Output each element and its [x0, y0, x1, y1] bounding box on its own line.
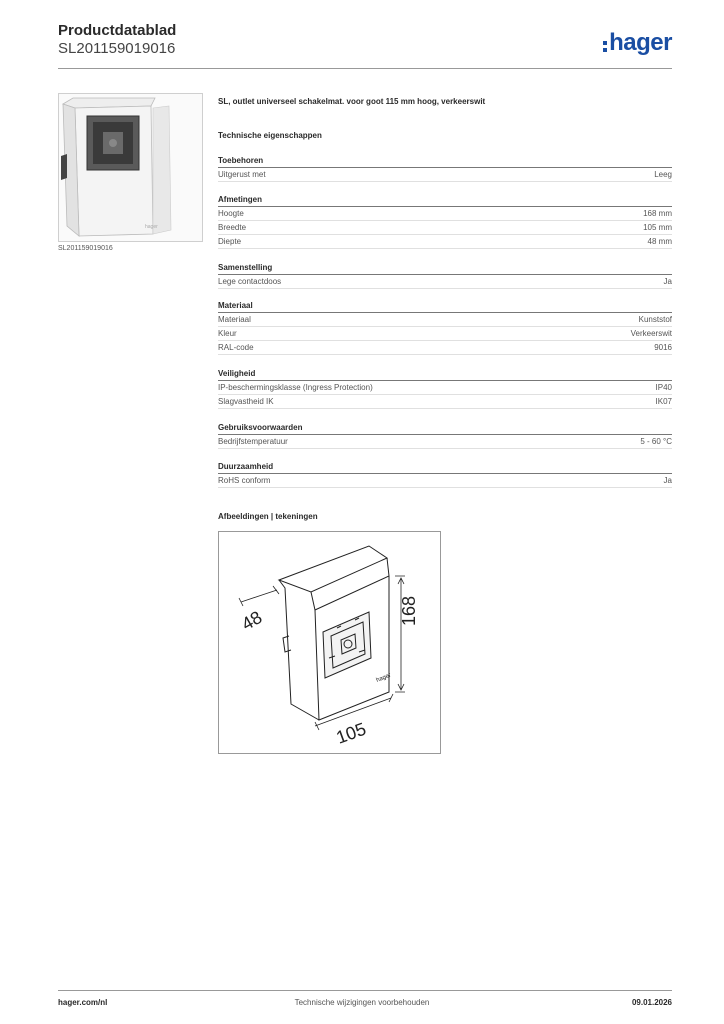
drawings-heading: Afbeeldingen | tekeningen	[218, 512, 318, 521]
spec-label: RoHS conform	[218, 476, 271, 485]
spec-row	[218, 275, 672, 289]
spec-row	[218, 313, 672, 327]
spec-row	[218, 474, 672, 488]
outlet-box-image	[59, 94, 202, 241]
spec-value: 105 mm	[643, 223, 672, 232]
dim-depth-label: 48	[238, 607, 266, 635]
dim-width-label: 105	[333, 718, 369, 748]
footer-note: Technische wijzigingen voorbehouden	[294, 998, 430, 1007]
spec-section-afmetingen	[218, 193, 672, 249]
spec-row	[218, 207, 672, 221]
dimension-drawing	[219, 532, 440, 753]
logo-dots-icon	[603, 41, 607, 52]
spec-label: Bedrijfstemperatuur	[218, 437, 288, 446]
footer-divider	[58, 990, 672, 991]
section-title: Afmetingen	[218, 193, 672, 207]
spec-row	[218, 221, 672, 235]
spec-row	[218, 168, 672, 182]
product-description: SL, outlet universeel schakelmat. voor goot 115 mm hoog, verkeerswit	[218, 97, 486, 106]
spec-section-samenstelling	[218, 261, 672, 289]
photo-caption: SL201159019016	[58, 245, 113, 252]
product-photo	[58, 93, 203, 242]
section-title: Gebruiksvoorwaarden	[218, 421, 672, 435]
spec-value: 5 - 60 °C	[640, 437, 672, 446]
section-title: Duurzaamheid	[218, 460, 672, 474]
spec-label: Lege contactdoos	[218, 277, 282, 286]
spec-value: 168 mm	[643, 209, 672, 218]
technical-properties-heading: Technische eigenschappen	[218, 131, 322, 140]
spec-row	[218, 235, 672, 249]
spec-value: Ja	[663, 476, 672, 485]
section-title: Samenstelling	[218, 261, 672, 275]
spec-section-veiligheid	[218, 367, 672, 409]
hager-logo	[603, 30, 672, 56]
section-title: Toebehoren	[218, 154, 672, 168]
spec-label: Slagvastheid IK	[218, 397, 274, 406]
header-divider	[58, 68, 672, 69]
spec-section-duurzaamheid	[218, 460, 672, 488]
section-title: Materiaal	[218, 299, 672, 313]
spec-value: 9016	[654, 343, 672, 352]
spec-section-materiaal	[218, 299, 672, 355]
svg-text:hager: hager	[375, 672, 392, 684]
spec-value: Kunststof	[638, 315, 672, 324]
spec-value: Ja	[663, 277, 672, 286]
spec-label: Hoogte	[218, 209, 244, 218]
dim-height-label: 168	[399, 595, 419, 626]
spec-row	[218, 381, 672, 395]
spec-section-toebehoren	[218, 154, 672, 182]
spec-row	[218, 341, 672, 355]
spec-row	[218, 395, 672, 409]
spec-value: 48 mm	[647, 237, 672, 246]
product-code: SL201159019016	[58, 40, 176, 57]
logo-wordmark: hager	[609, 29, 672, 56]
spec-row	[218, 327, 672, 341]
spec-label: IP-beschermingsklasse (Ingress Protection)	[218, 383, 373, 392]
spec-label: Materiaal	[218, 315, 251, 324]
spec-value: IK07	[655, 397, 672, 406]
technical-drawing	[218, 531, 441, 754]
section-title: Veiligheid	[218, 367, 672, 381]
svg-text:hager: hager	[145, 224, 158, 230]
spec-label: Kleur	[218, 329, 237, 338]
spec-label: Breedte	[218, 223, 247, 232]
spec-label: RAL-code	[218, 343, 254, 352]
footer-date: 09.01.2026	[631, 998, 672, 1007]
spec-label: Diepte	[218, 237, 242, 246]
spec-row	[218, 435, 672, 449]
spec-section-gebruiksvoorwaarden	[218, 421, 672, 449]
footer-link[interactable]: hager.com/nl	[58, 998, 108, 1007]
page-title: Productdatablad	[58, 22, 177, 39]
spec-value: IP40	[655, 383, 672, 392]
spec-label: Uitgerust met	[218, 170, 266, 179]
spec-value: Verkeerswit	[630, 329, 672, 338]
spec-value: Leeg	[654, 170, 672, 179]
